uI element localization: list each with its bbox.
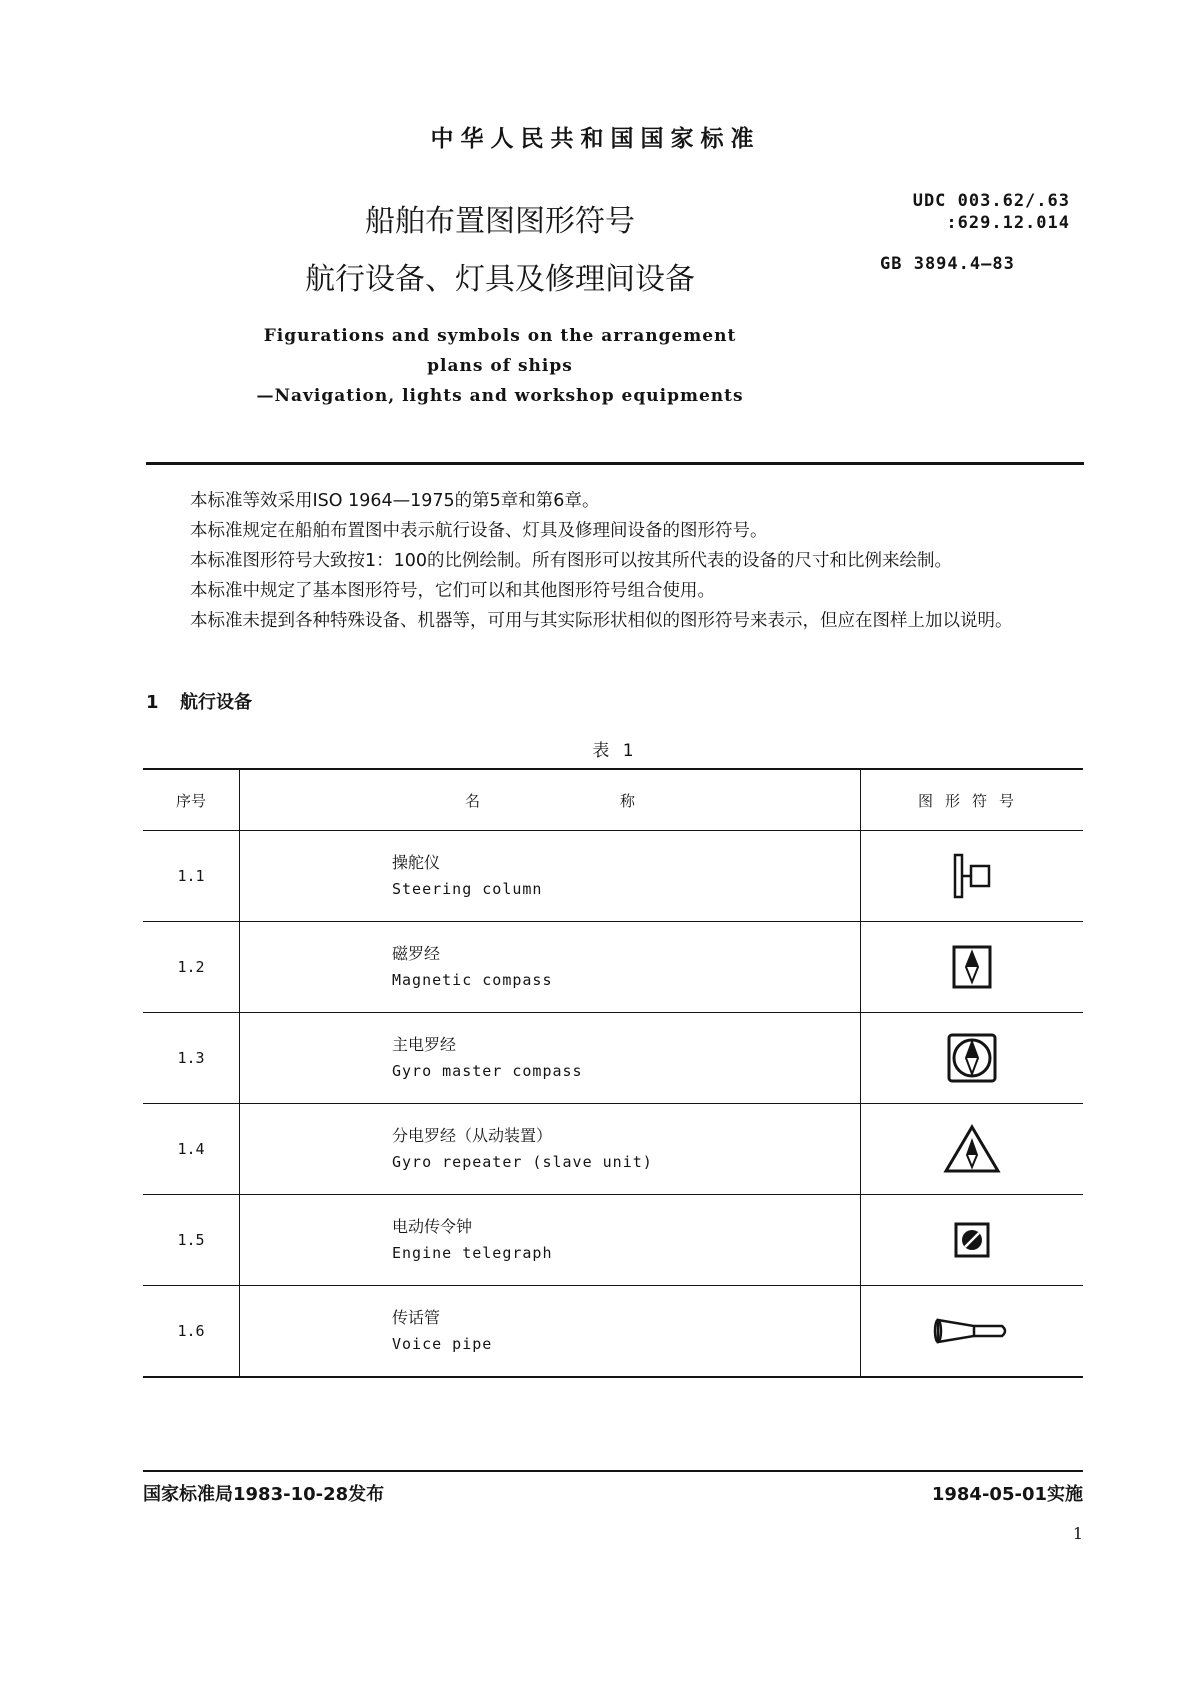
row-no: 1.3: [143, 1013, 240, 1104]
row-name-zh: 磁罗经: [392, 944, 441, 963]
section-heading: [146, 688, 252, 714]
footer-divider: [143, 1470, 1083, 1472]
page-number: 1: [1072, 1524, 1083, 1543]
row-name-zh: 主电罗经: [392, 1035, 457, 1054]
voice-pipe-icon: [932, 1314, 1012, 1348]
header-no: 序号: [143, 769, 240, 831]
row-name-zh: 操舵仪: [392, 853, 441, 872]
table-row: [143, 1286, 1083, 1378]
row-no: 1.6: [143, 1286, 240, 1378]
section-title: 航行设备: [180, 692, 252, 713]
intro-paragraph-2: 本标准规定在船舶布置图中表示航行设备、灯具及修理间设备的图形符号。: [190, 521, 768, 541]
row-name-zh: 电动传令钟: [392, 1217, 473, 1236]
row-no: 1.2: [143, 922, 240, 1013]
header-name-b: 称: [620, 791, 636, 810]
gyro-master-compass-icon: [945, 1031, 999, 1085]
row-name-en: Gyro master compass: [392, 1062, 583, 1080]
magnetic-compass-icon: [947, 942, 997, 992]
row-name-en: Magnetic compass: [392, 971, 553, 989]
gyro-repeater-icon: [942, 1123, 1002, 1175]
title-zh-line-1: 船舶布置图图形符号: [365, 204, 635, 239]
section-number: 1: [146, 692, 159, 713]
row-name-en: Engine telegraph: [392, 1244, 553, 1262]
row-no: 1.1: [143, 831, 240, 922]
table-row: [143, 1104, 1083, 1195]
udc-line-2: :629.12.014: [946, 213, 1070, 233]
row-name-zh: 传话管: [392, 1308, 441, 1327]
row-no: 1.5: [143, 1195, 240, 1286]
table-row: [143, 1195, 1083, 1286]
title-en-line-1: Figurations and symbols on the arrangement: [263, 326, 737, 346]
table-row: [143, 922, 1083, 1013]
row-name-zh: 分电罗经（从动装置）: [392, 1126, 553, 1145]
table-row: [143, 831, 1083, 922]
table-row: [143, 1013, 1083, 1104]
title-en-line-2: plans of ships: [427, 356, 573, 376]
table-header-row: [143, 769, 1083, 831]
row-name-en: Voice pipe: [392, 1335, 493, 1353]
header-name-a: 名: [464, 791, 480, 810]
intro-text: [146, 486, 1086, 636]
row-no: 1.4: [143, 1104, 240, 1195]
gb-number: GB 3894.4—83: [880, 254, 1015, 274]
header-symbol: 图形符号: [861, 769, 1084, 831]
national-standard-heading: 中华人民共和国国家标准: [430, 126, 761, 152]
steering-column-icon: [947, 851, 997, 901]
symbol-table: [143, 768, 1083, 1378]
intro-paragraph-3: 本标准图形符号大致按1：100的比例绘制。所有图形可以按其所代表的设备的尺寸和比例来绘制。: [190, 551, 953, 571]
title-divider: [146, 462, 1084, 465]
intro-paragraph-1: 本标准等效采用ISO 1964—1975的第5章和第6章。: [190, 491, 600, 511]
issue-date: 国家标准局1983-10-28发布: [143, 1484, 385, 1505]
row-name-en: Steering column: [392, 880, 543, 898]
table-caption: 表 1: [592, 741, 638, 761]
intro-paragraph-4: 本标准中规定了基本图形符号，它们可以和其他图形符号组合使用。: [190, 581, 715, 601]
header-name: [240, 769, 861, 831]
title-en-line-3: —Navigation, lights and workshop equipments: [256, 386, 744, 406]
engine-telegraph-icon: [950, 1218, 994, 1262]
row-name-en: Gyro repeater (slave unit): [392, 1153, 653, 1171]
intro-paragraph-5: 本标准未提到各种特殊设备、机器等，可用与其实际形状相似的图形符号来表示，但应在图样上加以说明。: [190, 611, 1013, 631]
effective-date: 1984-05-01实施: [931, 1484, 1083, 1505]
title-zh-line-2: 航行设备、灯具及修理间设备: [305, 262, 695, 297]
udc-line-1: UDC 003.62/.63: [912, 191, 1070, 211]
